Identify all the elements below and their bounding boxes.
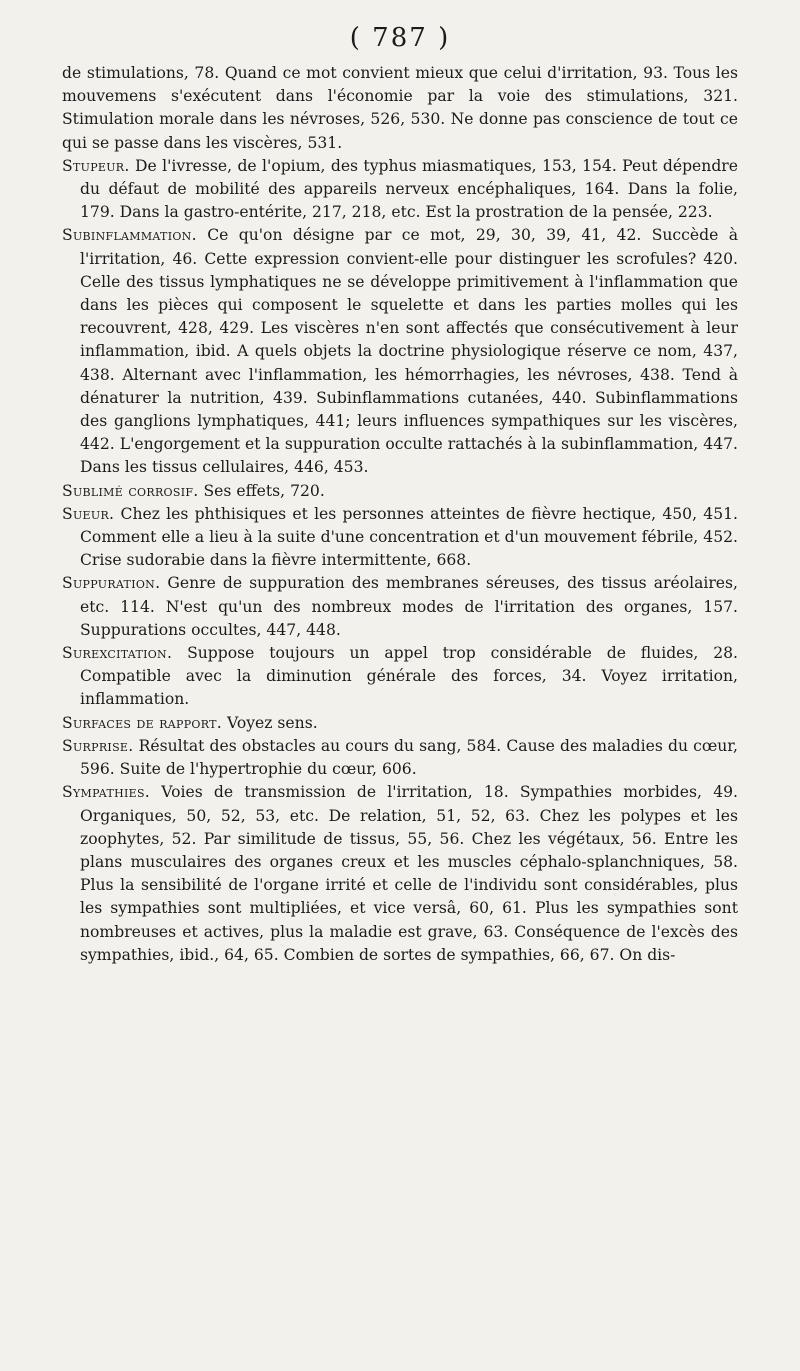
entry-text: Ses effets, 720.: [198, 481, 325, 500]
index-entry-sublime-corrosif: [62, 480, 738, 503]
entry-headword: Subinflammation.: [62, 226, 197, 245]
page-number: ( 787 ): [349, 23, 451, 53]
entry-headword: Surprise.: [62, 736, 134, 755]
index-entry-continuation: [62, 62, 738, 155]
entry-headword: Sublimé corrosif.: [62, 481, 199, 500]
entry-text: Voies de transmission de l'irritation, 18. Sympathies morbides, 49. Organiques, 50, 52, 53, etc. De relation, 51, 52, 63. Chez les polypes et les zoophytes, 52. Par similitude de tissus, 55, 56. Chez les végétaux, 56. Entre les plans musculaires des organes creux et les muscles céphalo-splanchniques, 58. Plus la sensibilité de l'organe irrité et celle de l'individu sont considérables, plus les sympathies sont multipliées, et vice versâ, 60, 61. Plus les sympathies sont nombreuses et actives, plus la maladie est grave, 63. Conséquence de l'excès des sympathies, ibid., 64, 65. Combien de sortes de sympathies, 66, 67. On dis-: [80, 783, 738, 964]
entry-headword: Surexcitation.: [62, 644, 173, 663]
entry-headword: Stupeur.: [62, 156, 130, 175]
index-entry-suppuration: [62, 572, 738, 642]
index-entry-sympathies: [62, 781, 738, 967]
entry-headword: Sueur.: [62, 504, 115, 523]
index-entry-sueur: [62, 503, 738, 573]
entry-text: Genre de suppuration des membranes séreuses, des tissus aréolaires, etc. 114. N'est qu'un des nombreux modes de l'irritation des organes, 157. Suppurations occultes, 447, 448.: [80, 574, 738, 639]
entry-text: Ce qu'on désigne par ce mot, 29, 30, 39, 41, 42. Succède à l'irritation, 46. Cette expression convient-elle pour distinguer les scrofules? 420. Celle des tissus lymphatiques ne se développe primitivement à l'inflammation que dans les pièces qui composent le squelette et dans les parties molles qui les recouvrent, 428, 429. Les viscères n'en sont affectés que consécutivement à leur inflammation, ibid. A quels objets la doctrine physiologique réserve ce nom, 437, 438. Alternant avec l'inflammation, les hémorrhagies, les névroses, 438. Tend à dénaturer la nutrition, 439. Subinflammations cutanées, 440. Subinflammations des ganglions lymphatiques, 441; leurs influences sympathiques sur les viscères, 442. L'engorgement et la suppuration occulte rattachés à la subinflammation, 447. Dans les tissus cellulaires, 446, 453.: [80, 226, 738, 477]
index-entry-subinflammation: [62, 224, 738, 479]
index-entry-stupeur: [62, 155, 738, 225]
entry-headword: Surfaces de rapport.: [62, 713, 223, 732]
index-entry-surfaces-de-rapport: [62, 712, 738, 735]
entry-text: Résultat des obstacles au cours du sang, 584. Cause des maladies du cœur, 596. Suite de l'hypertrophie du cœur, 606.: [80, 736, 738, 779]
entry-headword: Suppuration.: [62, 574, 161, 593]
entry-text: de stimulations, 78. Quand ce mot convient mieux que celui d'irritation, 93. Tous les mouvemens s'exécutent dans l'économie par la voie des stimulations, 321. Stimulation morale dans les névroses, 526, 530. Ne donne pas conscience de tout ce qui se passe dans les viscères, 531.: [62, 64, 738, 152]
entry-text: Voyez sens.: [222, 713, 318, 732]
index-entry-surprise: [62, 735, 738, 781]
index-entry-surexcitation: [62, 642, 738, 712]
entry-text: Chez les phthisiques et les personnes atteintes de fièvre hectique, 450, 451. Comment elle a lieu à la suite d'une concentration et d'un mouvement fébrile, 452. Crise sudorabie dans la fièvre intermittente, 668.: [80, 504, 738, 570]
entry-text: Suppose toujours un appel trop considérable de fluides, 28. Compatible avec la diminution générale des forces, 34. Voyez irritation, inflammation.: [80, 644, 738, 709]
entry-headword: Sympathies.: [62, 783, 151, 802]
entry-text: De l'ivresse, de l'opium, des typhus miasmatiques, 153, 154. Peut dépendre du défaut de mobilité des appareils nerveux encéphaliques, 164. Dans la folie, 179. Dans la gastro-entérite, 217, 218, etc. Est la prostration de la pensée, 223.: [80, 156, 738, 222]
